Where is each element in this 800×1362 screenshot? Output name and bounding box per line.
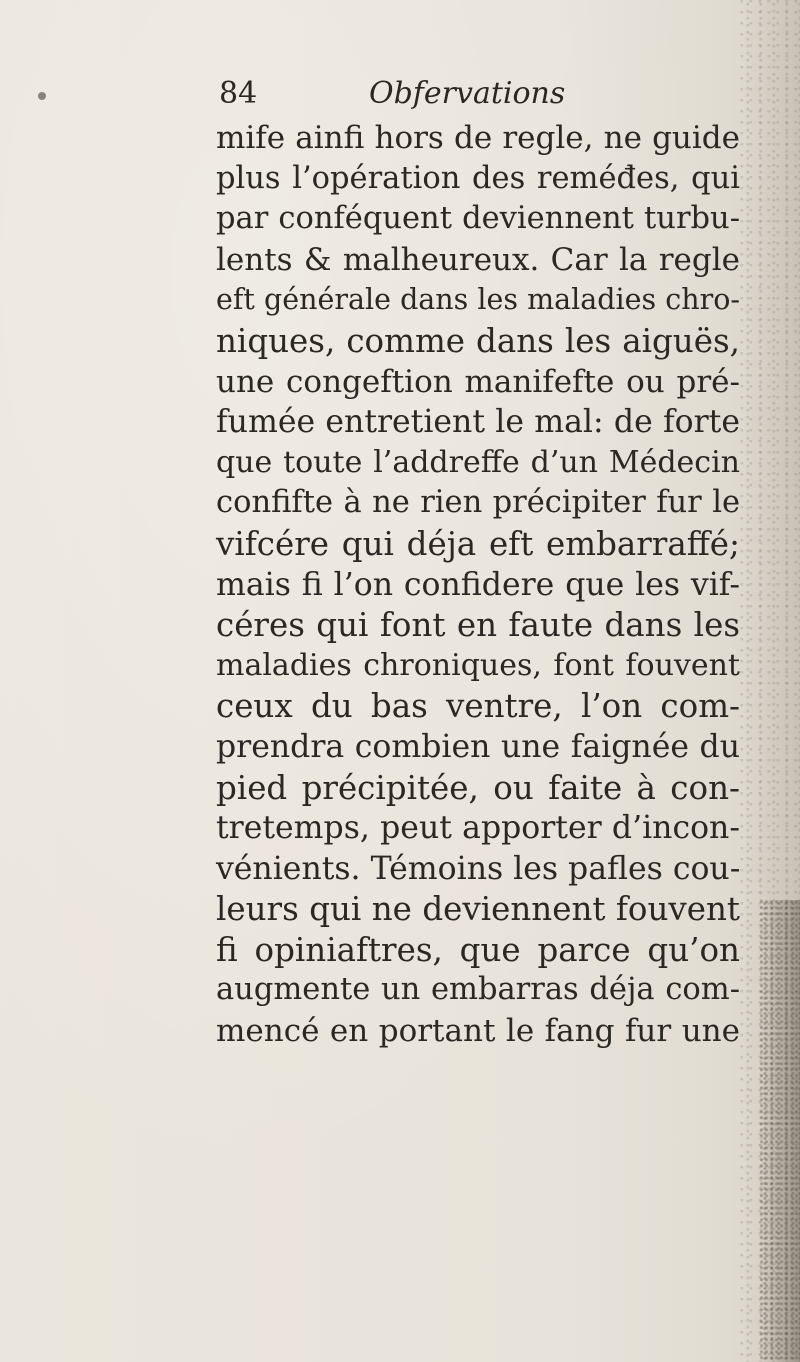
ink-spot [38, 92, 46, 100]
running-head: Obfervations [369, 76, 566, 111]
page-number: 84 [219, 76, 258, 111]
text-line: céres qui font en faute dans les [216, 606, 740, 645]
text-line: lents & malheureux. Car la regle [216, 241, 740, 278]
text-line: confifte à ne rien précipiter fur le [216, 485, 740, 521]
text-line: fi opiniaftres, que parce qu’on [216, 930, 740, 969]
text-line: que toute l’addreffe d’un Médecin [216, 444, 740, 480]
text-line: niques, comme dans les aiguës, [216, 321, 740, 360]
text-line: mencé en portant le fang fur une [216, 1013, 740, 1050]
text-line: ceux du bas ventre, l’on com- [216, 687, 740, 726]
page-header [219, 74, 739, 114]
text-line: une congeftion manifefte ou pré- [216, 363, 740, 400]
text-line: tretemps, peut apporter d’incon- [216, 810, 740, 847]
text-line: vifcére qui déja eft embarraffé; [216, 524, 740, 563]
text-line: leurs qui ne deviennent fouvent [216, 890, 740, 929]
text-line: mais fi l’on confidere que les vif- [216, 566, 740, 603]
text-line: par conféquent deviennent turbu- [216, 201, 740, 237]
body-text [216, 118, 740, 1052]
page-edge-foxing-lower [760, 900, 800, 1362]
text-line: maladies chroniques, font fouvent [216, 647, 740, 683]
text-line: vénients. Témoins les pafles cou- [216, 850, 741, 887]
text-line: mife ainfi hors de regle, ne guide [216, 120, 740, 156]
text-line: pied précipitée, ou faite à con- [216, 768, 740, 807]
text-line: eft générale dans les maladies chro- [216, 283, 740, 317]
text-line: prendra combien une faignée du [216, 728, 740, 765]
text-line: augmente un embarras déja com- [216, 972, 740, 1008]
text-line: plus l’opération des reméđes, qui [216, 160, 740, 196]
text-line: fumée entretient le mal: de forte [216, 404, 740, 441]
